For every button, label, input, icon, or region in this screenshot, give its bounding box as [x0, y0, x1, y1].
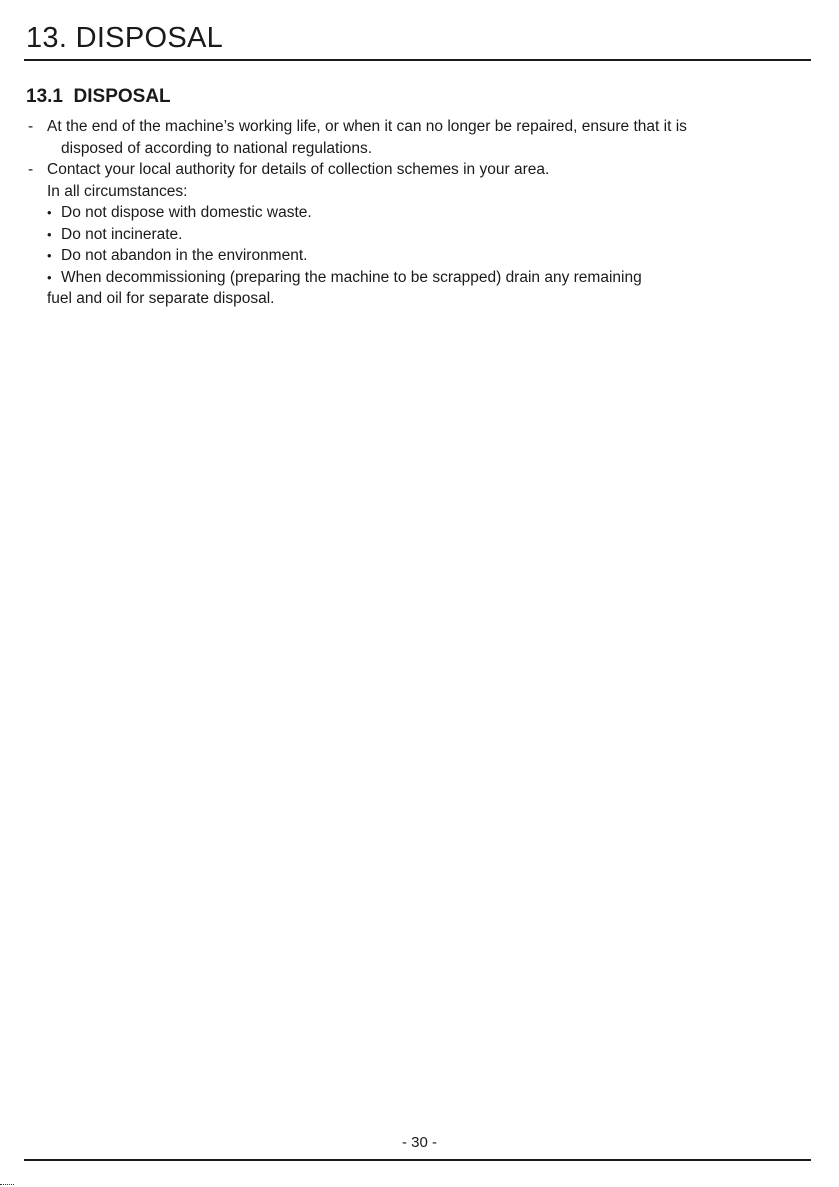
- bullet-text: Do not incinerate.: [61, 225, 183, 243]
- section-title: 13.1 DISPOSAL: [26, 86, 171, 107]
- bullet-item: [0, 267, 839, 289]
- bullet-continuation: [0, 288, 839, 310]
- dash-marker: -: [28, 118, 34, 135]
- item-text: disposed of according to national regulations.: [61, 139, 373, 157]
- list-item: [0, 116, 839, 138]
- bullet-icon: •: [47, 269, 52, 285]
- list-item-continuation: [0, 138, 839, 160]
- chapter-title: 13. DISPOSAL: [26, 22, 224, 54]
- bullet-text: fuel and oil for separate disposal.: [47, 290, 275, 307]
- bullet-item: [0, 245, 839, 267]
- bullet-icon: •: [47, 226, 52, 242]
- bullet-text: Do not abandon in the environment.: [61, 247, 308, 264]
- intro-text: In all circumstances:: [47, 182, 188, 200]
- bullet-item: [0, 224, 839, 246]
- bullet-text: Do not dispose with domestic waste.: [61, 204, 312, 221]
- item-text: Contact your local authority for details of collection schemes in your area.: [47, 161, 550, 178]
- section-body: [0, 116, 839, 310]
- page-number: - 30 -: [401, 1134, 437, 1151]
- bullet-icon: •: [47, 248, 52, 263]
- list-item: [0, 159, 839, 181]
- header-divider: [24, 59, 811, 61]
- bullet-icon: •: [47, 205, 52, 220]
- dash-marker: -: [28, 161, 34, 178]
- footer-divider: [24, 1159, 811, 1161]
- intro-line: [0, 181, 839, 203]
- bullet-item: [0, 202, 839, 224]
- bullet-text: When decommissioning (preparing the machine to be scrapped) drain any remaining: [61, 268, 642, 286]
- item-text: At the end of the machine’s working life, or when it can no longer be repaired, ensure that it is: [47, 118, 687, 135]
